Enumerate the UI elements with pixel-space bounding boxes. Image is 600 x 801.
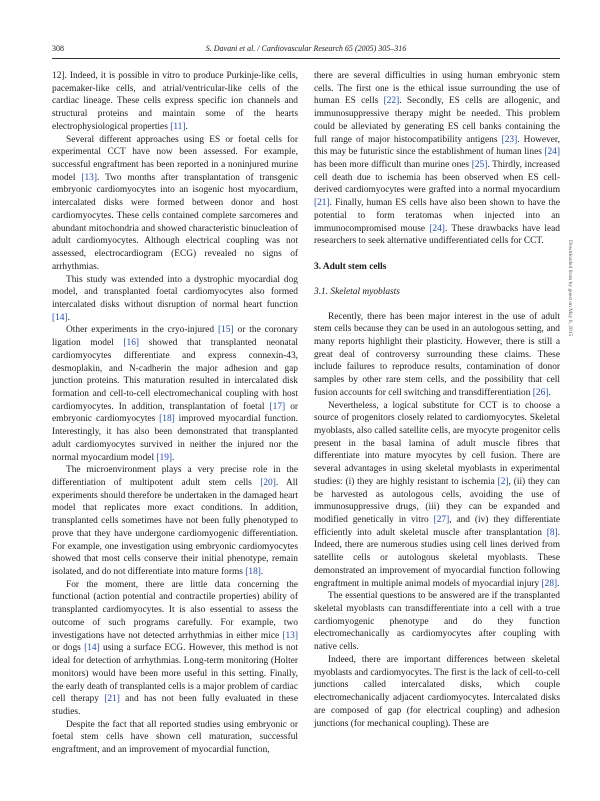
paragraph: Recently, there has been major interest in the use of adult stem cells because they can be used in an autologous setting, and many reports highlight their plasticity. However, there is still a great deal of controversy surrounding these claims. These include failures to reproduce results, contamination of donor samples by other rare stem cells, and the possibility that cell fusion accounts for cell switching and transdifferentiation [26]. — [314, 311, 560, 398]
citation-link[interactable]: [2] — [497, 476, 509, 487]
citation-link[interactable]: [15] — [217, 325, 234, 336]
citation-link[interactable]: [19] — [156, 452, 173, 463]
paragraph: Several different approaches using ES or foetal cells for experimental CCT have now been assessed. For example, successful engraftment has been reported in a noninjured murine model [13]. Two months after transplantation of transgenic embryonic cardiomyocytes into an isogenic host myocardium, intercalated disks were formed between donor and host cardiomyocytes. These cells contained complete sarcomeres and abundant mitochondria and showed characteristic binucleation of adult cardiomyocytes. Although electrical coupling was not assessed, electrocardiogram (ECG) revealed no signs of arrhythmias. — [52, 134, 299, 272]
right-column — [314, 70, 560, 730]
citation-link[interactable]: [28] — [541, 578, 558, 589]
section-heading: 3. Adult stem cells — [314, 262, 387, 273]
paragraph: For the moment, there are little data concerning the functional (action potential and contractile properties) ability of transplanted cardiomyocytes. It is also essential to assess the outcome of such programs carefully. For example, two investigations have not detected arrhythmias in either mice [13] or dogs [14] using a surface ECG. However, this method is not ideal for detection of arrhythmias. Long-term monitoring (Holter monitors) would have been more useful in this setting. Finally, the early death of transplanted cells is a major problem of cardiac cell therapy [21] and has not been fully evaluated in these studies. — [52, 579, 299, 717]
paragraph: Nevertheless, a logical substitute for CCT is to choose a source of progenitors closely related to cardiomyocytes. Skeletal myoblasts, also called satellite cells, are myocyte progenitor cells present in the basal lamina of adult muscle fibres that differentiate into mature myocytes by cell fusion. There are several advantages in using skeletal myoblasts in experimental studies: (i) they are highly resistant to ischemia [2], (ii) they can be harvested as autologous cells, avoiding the use of immunosuppressive drugs, (iii) they can be expanded and modified genetically in vitro [27], and (iv) they differentiate efficiently into adult skeletal muscle after transplantation [8]. Indeed, there are numerous studies using cell lines derived from satellite cells or autologous skeletal myoblasts. These demonstrated an improvement of myocardial function following engraftment in multiple animal models of myocardial injury [28]. — [314, 400, 560, 589]
citation-link[interactable]: [20] — [260, 478, 276, 488]
paragraph: Despite the fact that all reported studies using embryonic or foetal stem cells have shown cell maturation, successful engraftment, and an improvement of myocardial function, — [52, 719, 298, 756]
citation-link[interactable]: [27] — [433, 515, 450, 525]
citation-link[interactable]: [18] — [159, 414, 175, 425]
citation-link[interactable]: [21] — [314, 198, 330, 209]
citation-link[interactable]: [24] — [429, 223, 445, 234]
paragraph: The essential questions to be answered are if the transplanted skeletal myoblasts can transdifferentiate into a cell with a true cardiomyogenic phenotype and do they function electromechanically as cardiomyocytes after coupling with native cells. — [314, 591, 560, 653]
citation-link[interactable]: [14] — [84, 643, 100, 654]
citation-link[interactable]: [11] — [170, 121, 186, 132]
paragraph: there are several difficulties in using human embryonic stem cells. The first one is the ethical issue surrounding the use of human ES cells [22]. Secondly, ES cells are allogenic, and immunosuppressive therapy might be needed. This problem could be alleviated by generating ES cell banks containing the full range of major histocompatibility antigens [23]. However, this may be futuristic since the establishment of human lines [24] has been more difficult than murine ones [25]. Thirdly, increased cell death due to ischemia has been observed when ES cell-derived cardiomyocytes were grafted into a normal myocardium [21]. Finally, human ES cells have also been shown to have the potential to form teratomas when injected into an immunocompromised mouse [24]. These drawbacks have lead researchers to seek alternative undifferentiated cells for CCT. — [314, 71, 561, 247]
citation-link[interactable]: [22] — [383, 96, 400, 107]
citation-link[interactable]: [14] — [52, 312, 68, 323]
download-sidebar-note: Downloaded from by guest on May 6, 2015 — [567, 240, 573, 337]
citation-link[interactable]: [8] — [546, 527, 558, 538]
page-number: 308 — [52, 44, 64, 53]
page-header — [52, 42, 560, 59]
running-title: S. Davani et al. / Cardiovascular Research 65 (2005) 305–316 — [205, 44, 407, 53]
citation-link[interactable]: [13] — [81, 172, 97, 183]
right-column-bottom-text — [314, 311, 560, 731]
paragraph: Other experiments in the cryo-injured [15] or the coronary ligation model [16] showed that transplanted neonatal cardiomyocytes differentiate and express connexin-43, desmoplakin, and N-cadherin the major adhesion and gap junction proteins. This maturation resulted in intercalated disk formation and cell-to-cell electromechanical coupling with host cardiomyocytes. In addition, transplantation of foetal [17] or embryonic cardiomyocytes [18] improved myocardial function. Interestingly, it has also been demonstrated that transplanted adult cardiomyocytes survived in neither the injured nor the normal myocardium model [19]. — [52, 325, 298, 463]
citation-link[interactable]: [23] — [501, 134, 518, 145]
citation-link[interactable]: [18] — [245, 567, 261, 578]
left-column — [52, 70, 298, 757]
citation-link[interactable]: [17] — [269, 401, 286, 412]
right-column-top-text — [314, 70, 560, 248]
paragraph: 12]. Indeed, it is possible in vitro to produce Purkinje-like cells, pacemaker-like cells, and atrial/ventricular-like cells of the cardiac lineage. These cells express specific ion channels and structural proteins and maintain some of the hearts electrophysiological properties [11]. — [52, 71, 298, 132]
subsection-heading: 3.1. Skeletal myoblasts — [314, 286, 400, 297]
citation-link[interactable]: [16] — [123, 338, 140, 349]
paragraph: The microenvironment plays a very precise role in the differentiation of multipotent adult stem cells [20]. All experiments should therefore be undertaken in the damaged heart model that replicates more exact conditions. In addition, transplanted cells sometimes have not been fully phenotyped to prove that they have undergone cardiomyogenic differentiation. For example, one investigation using embryonic cardiomyocytes showed that most cells conserve their initial phenotype, remain isolated, and do not differentiate into mature forms [18]. — [52, 465, 298, 578]
citation-link[interactable]: [24] — [544, 147, 560, 158]
citation-link[interactable]: [25] — [471, 160, 488, 171]
citation-link[interactable]: [26] — [532, 387, 549, 398]
citation-link[interactable]: [13] — [282, 630, 298, 641]
paragraph: This study was extended into a dystrophic myocardial dog model, and transplanted foetal cardiomyocytes also formed intercalated disks without disruption of normal heart function [14]. — [52, 274, 298, 323]
citation-link[interactable]: [21] — [104, 694, 120, 705]
paragraph: Indeed, there are important differences between skeletal myoblasts and cardiomyocytes. The first is the lack of cell-to-cell junctions called intercalated disks, which couple electromechanically adjacent cardiomyocytes. Intercalated disks are composed of gap (for electrical coupling) and adhesion junctions (for mechanical coupling). These are — [314, 654, 560, 729]
